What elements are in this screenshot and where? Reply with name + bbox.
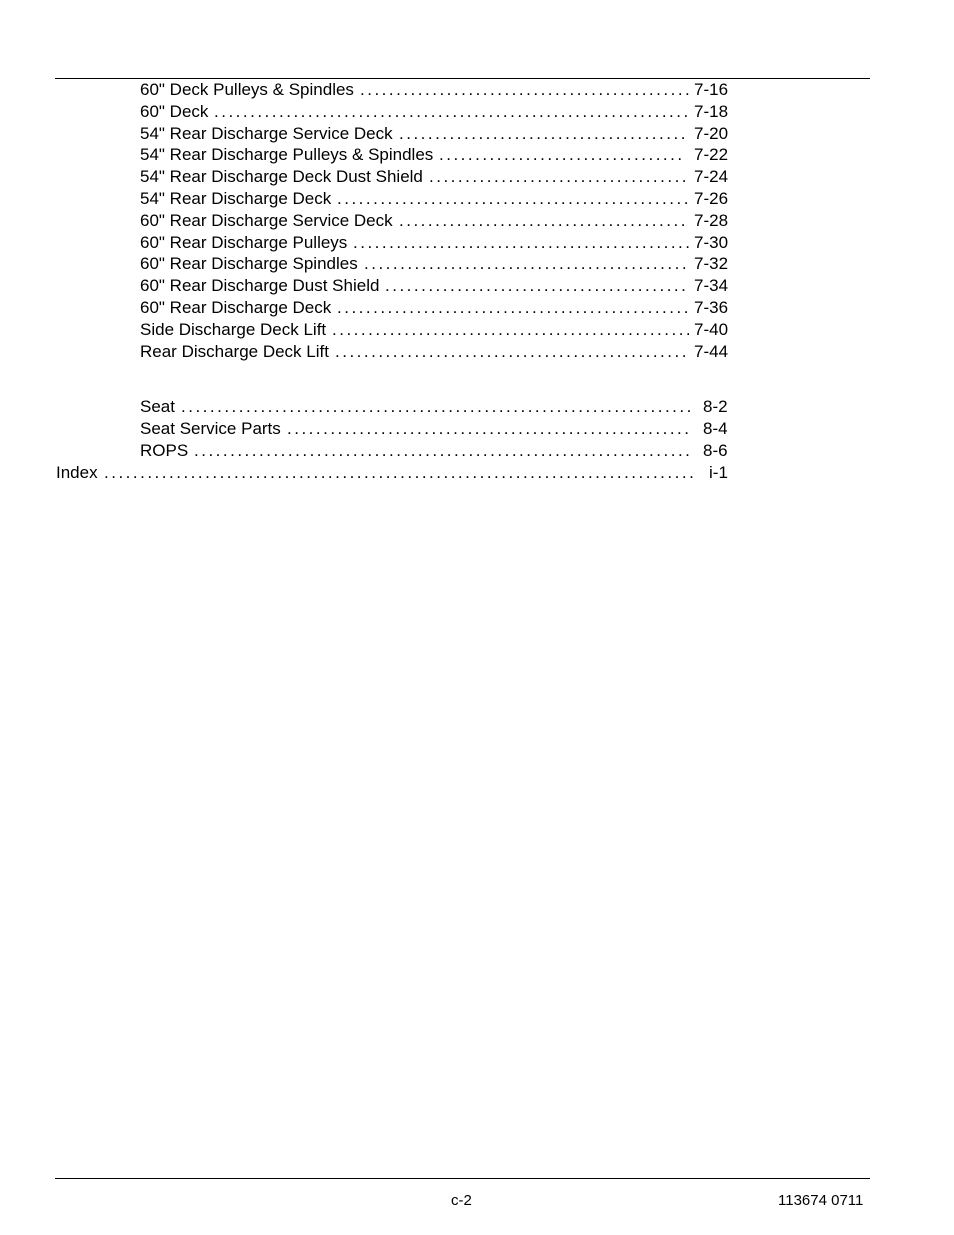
toc-leader-dots: .................................. [439,145,685,165]
toc-entry-page: 7-28 [694,210,729,230]
toc-entry-title: 60" Rear Discharge Spindles [140,254,358,274]
toc-entry-page: 7-16 [694,80,729,99]
footer-document-code: 113674 0711 [778,1192,864,1209]
toc-entry-page: 7-34 [694,276,729,296]
toc-entry[interactable] [0,79,954,101]
toc-leader-dots: .................................................................................. [104,462,697,482]
footer-page-number: c-2 [451,1192,472,1209]
toc-entry[interactable] [0,210,954,232]
toc-entry[interactable] [0,440,954,462]
toc-entry-title: ROPS [140,440,189,460]
toc-group-seat [0,396,954,483]
toc-group-deck [0,79,954,362]
toc-entry-title: 60" Deck [140,101,209,121]
section-gap [0,362,954,396]
toc-leader-dots: .............................................. [360,80,693,99]
toc-entry-index[interactable] [0,462,954,484]
toc-leader-dots: .......................................... [385,276,689,296]
toc-entry[interactable] [0,341,954,363]
toc-entry-page: 8-2 [703,397,728,417]
toc-entry[interactable] [0,253,954,275]
toc-entry[interactable] [0,166,954,188]
toc-entry-page: 7-32 [694,254,729,274]
toc-entry-page: 7-26 [694,188,729,208]
toc-entry-title: 54" Rear Discharge Pulleys & Spindles [140,145,434,165]
toc-entry-page: 7-18 [694,101,729,121]
toc-leader-dots: ............................................. [364,254,690,274]
toc-entry-page: 8-4 [703,419,728,439]
toc-leader-dots: .................................................................. [214,101,691,121]
toc-entry[interactable] [0,123,954,145]
toc-entry[interactable] [0,297,954,319]
toc-leader-dots: .................................................. [332,319,694,339]
toc-leader-dots: ....................................................................... [181,397,694,417]
toc-entry-title: 60" Rear Discharge Pulleys [140,232,348,252]
toc-entry[interactable] [0,101,954,123]
toc-leader-dots: ..................................................................... [194,440,693,460]
toc-entry-title: 60" Rear Discharge Dust Shield [140,276,380,296]
toc-entry-title: 54" Rear Discharge Deck Dust Shield [140,167,423,187]
toc-leader-dots: ............................................... [353,232,693,252]
toc-entry-title: Seat Service Parts [140,419,281,439]
toc-entry[interactable] [0,396,954,418]
toc-leader-dots: ........................................ [399,123,688,143]
toc-entry-title: Seat [140,397,175,417]
toc-entry-title: 54" Rear Discharge Service Deck [140,123,393,143]
toc-leader-dots: ................................................. [337,297,691,317]
toc-entry-page: 7-44 [694,341,729,361]
toc-entry-page: 7-30 [694,232,729,252]
toc-entry-page: 7-20 [694,123,729,143]
toc-leader-dots: ........................................................ [287,419,692,439]
toc-entry-title: Index [56,462,98,482]
toc-leader-dots: ........................................ [399,210,688,230]
toc-entry-page: 7-36 [694,297,729,317]
toc-entry-page: 8-6 [703,440,728,460]
toc-entry[interactable] [0,319,954,341]
toc-leader-dots: ................................................. [335,341,689,361]
toc-entry-title: 60" Deck Pulleys & Spindles [140,80,354,99]
toc-entry-title: 60" Rear Discharge Deck [140,297,332,317]
table-of-contents [0,79,954,484]
toc-entry[interactable] [0,188,954,210]
footer-rule [55,1178,870,1179]
toc-entry-title: Rear Discharge Deck Lift [140,341,329,361]
toc-leader-dots: ................................................. [337,188,691,208]
toc-entry-page: 7-24 [694,167,729,187]
toc-entry[interactable] [0,418,954,440]
toc-entry-title: Side Discharge Deck Lift [140,319,327,339]
toc-entry[interactable] [0,144,954,166]
toc-entry-title: 60" Rear Discharge Service Deck [140,210,393,230]
toc-entry-title: 54" Rear Discharge Deck [140,188,332,208]
toc-entry-page: i-1 [709,462,728,482]
toc-entry-page: 7-22 [694,145,729,165]
toc-leader-dots: .................................... [429,167,690,187]
toc-entry[interactable] [0,232,954,254]
toc-entry[interactable] [0,275,954,297]
toc-entry-page: 7-40 [694,319,729,339]
